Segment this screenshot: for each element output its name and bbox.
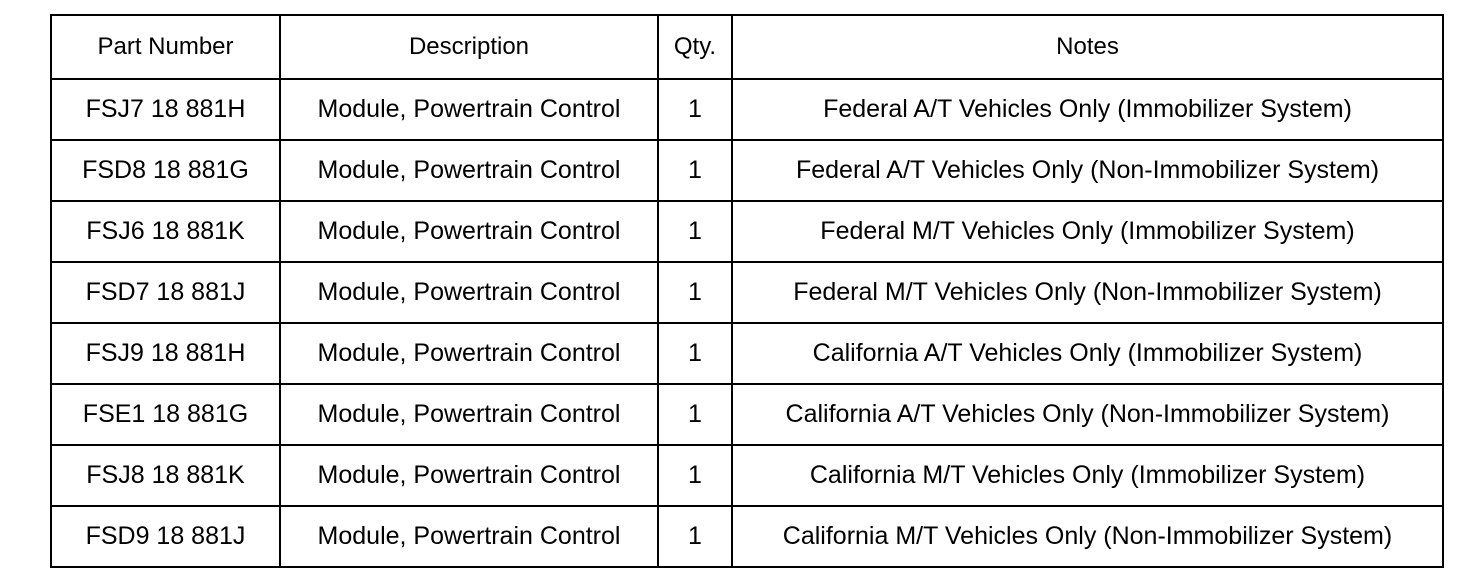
table-header-row: [51, 15, 1443, 79]
cell-notes: California A/T Vehicles Only (Non-Immobilizer System): [732, 384, 1443, 445]
cell-description: Module, Powertrain Control: [280, 384, 658, 445]
parts-table: [50, 14, 1444, 568]
cell-part-number: FSD9 18 881J: [51, 506, 280, 567]
cell-part-number: FSJ7 18 881H: [51, 79, 280, 140]
cell-qty: 1: [658, 79, 732, 140]
table-row: [51, 384, 1443, 445]
cell-part-number: FSJ8 18 881K: [51, 445, 280, 506]
cell-description: Module, Powertrain Control: [280, 262, 658, 323]
cell-notes: Federal M/T Vehicles Only (Immobilizer System): [732, 201, 1443, 262]
cell-notes: California M/T Vehicles Only (Immobilizer System): [732, 445, 1443, 506]
table-row: [51, 262, 1443, 323]
table-row: [51, 506, 1443, 567]
cell-notes: California A/T Vehicles Only (Immobilizer System): [732, 323, 1443, 384]
cell-description: Module, Powertrain Control: [280, 140, 658, 201]
table-row: [51, 323, 1443, 384]
cell-description: Module, Powertrain Control: [280, 79, 658, 140]
cell-qty: 1: [658, 384, 732, 445]
table-row: [51, 140, 1443, 201]
cell-part-number: FSE1 18 881G: [51, 384, 280, 445]
cell-notes: Federal A/T Vehicles Only (Immobilizer System): [732, 79, 1443, 140]
cell-description: Module, Powertrain Control: [280, 323, 658, 384]
header-description: Description: [280, 15, 658, 79]
table-row: [51, 79, 1443, 140]
cell-notes: California M/T Vehicles Only (Non-Immobilizer System): [732, 506, 1443, 567]
cell-qty: 1: [658, 506, 732, 567]
cell-notes: Federal M/T Vehicles Only (Non-Immobilizer System): [732, 262, 1443, 323]
cell-qty: 1: [658, 323, 732, 384]
cell-description: Module, Powertrain Control: [280, 445, 658, 506]
cell-description: Module, Powertrain Control: [280, 201, 658, 262]
cell-description: Module, Powertrain Control: [280, 506, 658, 567]
header-qty: Qty.: [658, 15, 732, 79]
table-row: [51, 445, 1443, 506]
cell-qty: 1: [658, 140, 732, 201]
cell-part-number: FSD8 18 881G: [51, 140, 280, 201]
cell-qty: 1: [658, 445, 732, 506]
cell-qty: 1: [658, 262, 732, 323]
cell-part-number: FSJ9 18 881H: [51, 323, 280, 384]
cell-part-number: FSJ6 18 881K: [51, 201, 280, 262]
cell-qty: 1: [658, 201, 732, 262]
header-part-number: Part Number: [51, 15, 280, 79]
table-row: [51, 201, 1443, 262]
cell-notes: Federal A/T Vehicles Only (Non-Immobilizer System): [732, 140, 1443, 201]
cell-part-number: FSD7 18 881J: [51, 262, 280, 323]
header-notes: Notes: [732, 15, 1443, 79]
